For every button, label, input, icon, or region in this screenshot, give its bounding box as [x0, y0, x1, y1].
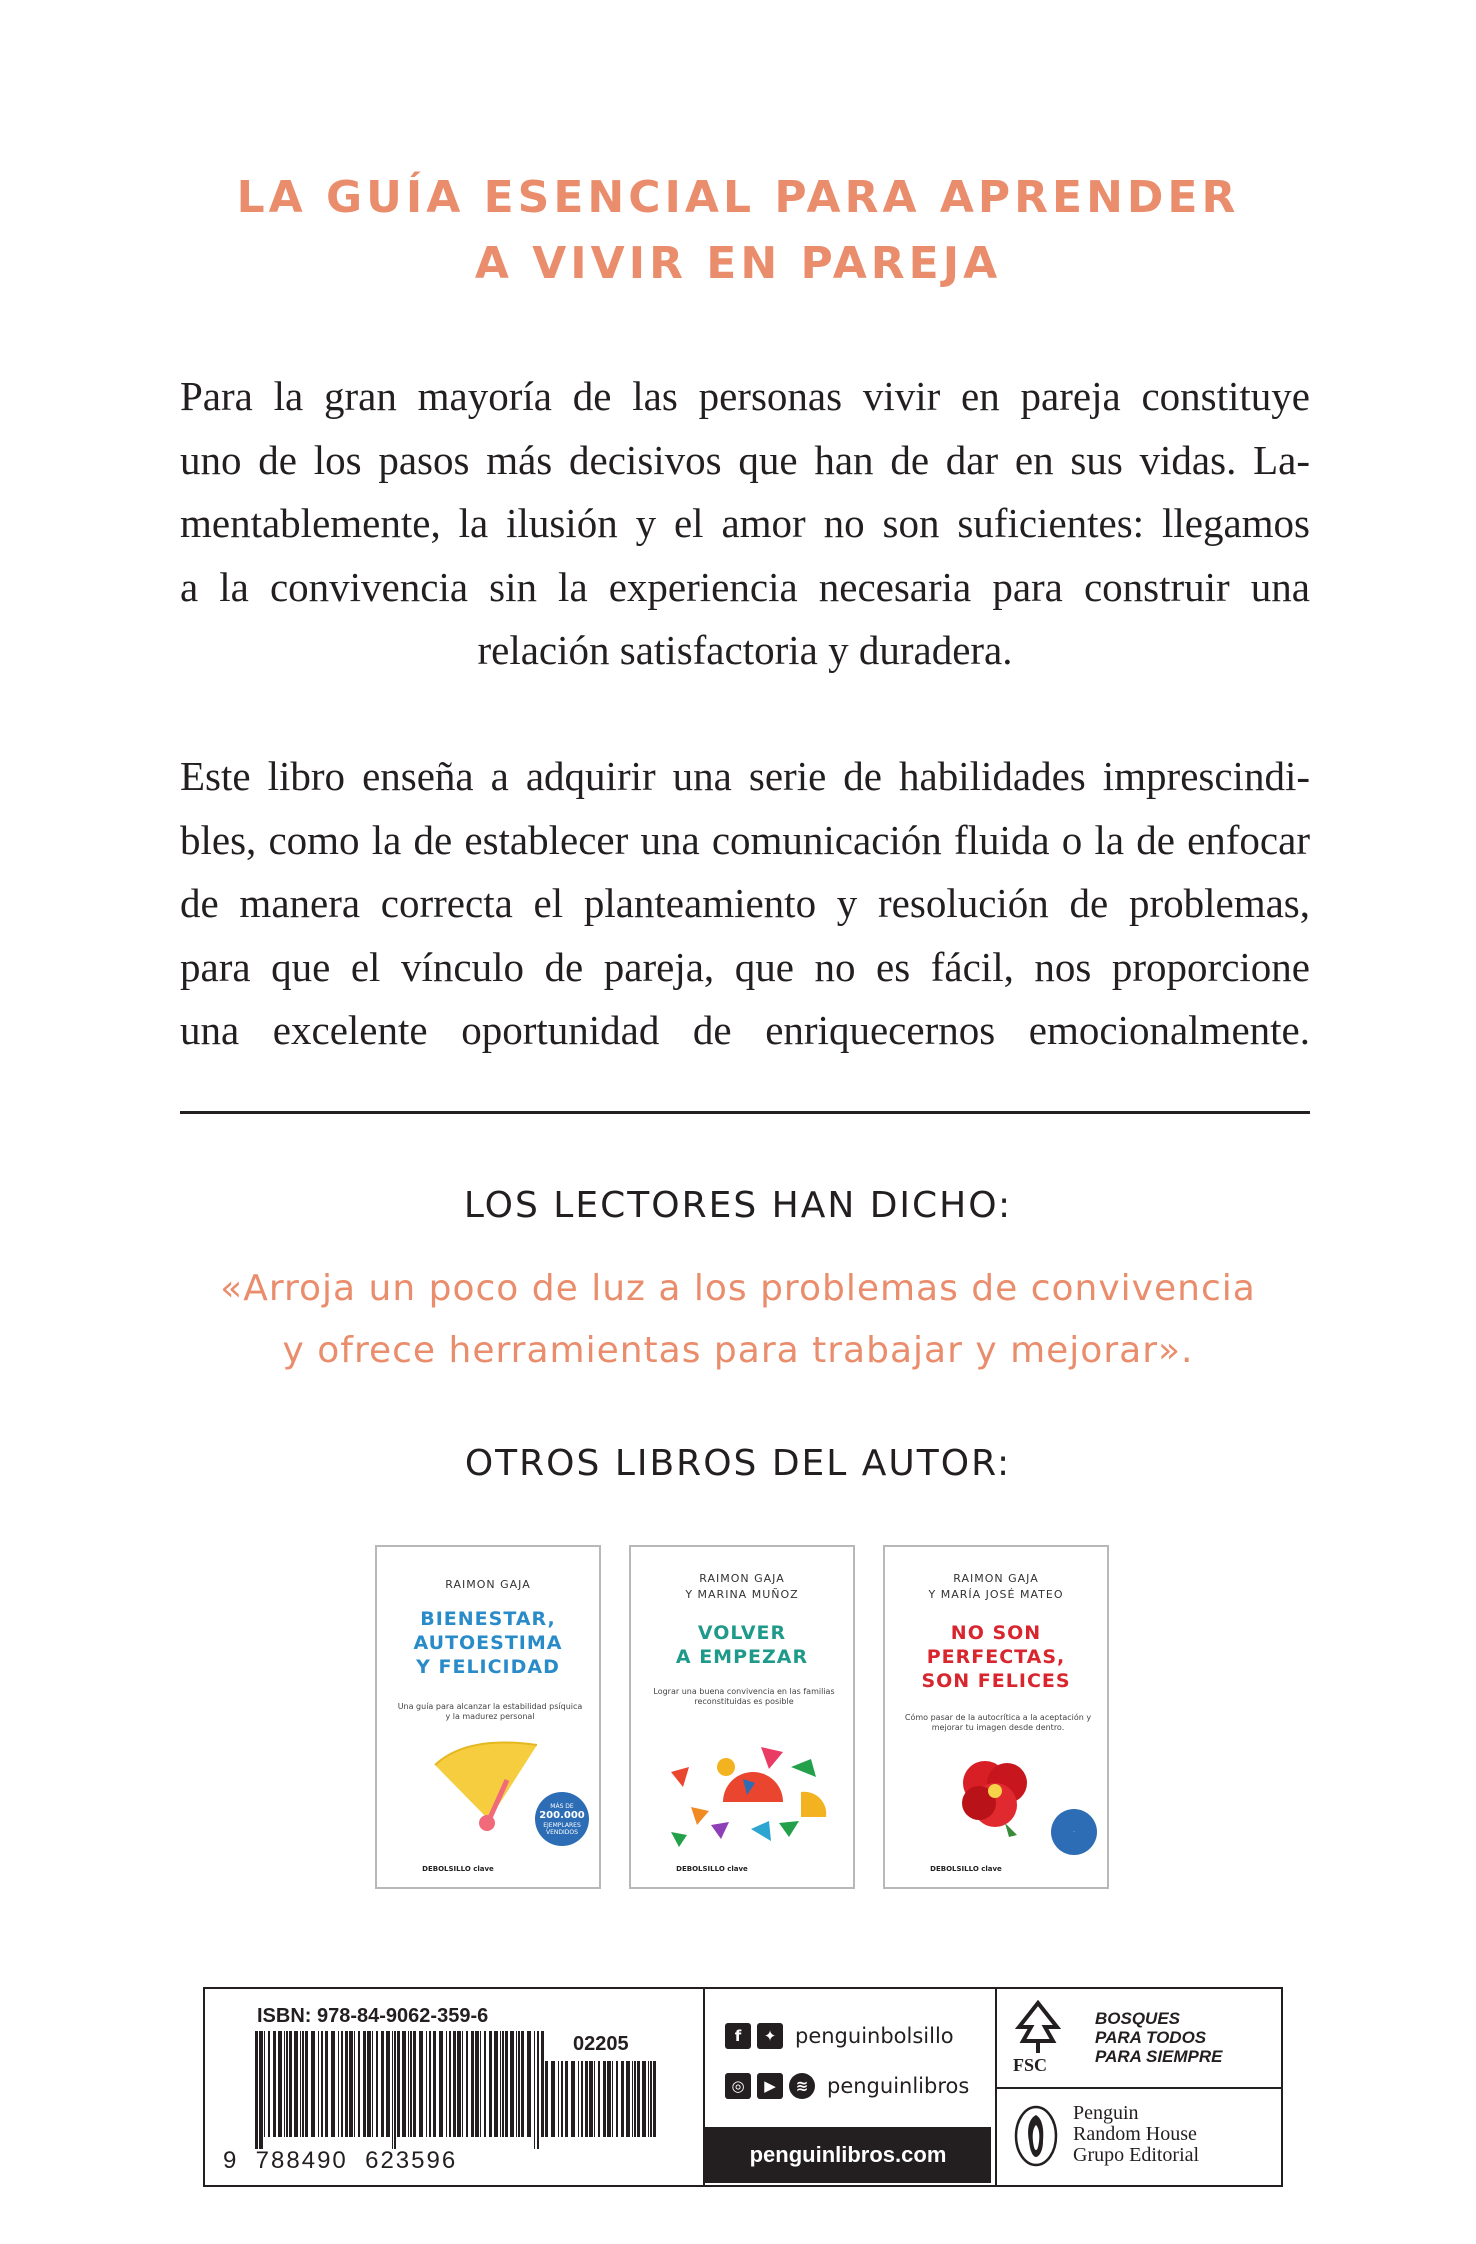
barcode-bar	[642, 2061, 646, 2137]
book-cover-bienestar	[375, 1545, 601, 1889]
barcode-bar	[305, 2031, 308, 2137]
youtube-icon[interactable]: ▶	[757, 2073, 783, 2099]
barcode-bar	[439, 2031, 443, 2137]
barcode-bar	[565, 2061, 568, 2137]
publisher-logo: DEBOLSILLO clave	[930, 1865, 1002, 1873]
barcode-bar	[294, 2031, 298, 2137]
readers-label: LOS LECTORES HAN DICHO:	[463, 1185, 1013, 1226]
barcode-bar	[345, 2031, 348, 2137]
social-section	[703, 1989, 997, 2185]
spotify-icon[interactable]: ≋	[789, 2073, 815, 2099]
barcode-bar	[571, 2061, 575, 2137]
social-handle-libros[interactable]: penguinlibros	[827, 2074, 970, 2098]
book-title-line: AUTOESTIMA	[413, 1632, 563, 1654]
colored-shapes-image	[651, 1717, 841, 1847]
facebook-icon[interactable]: f	[725, 2023, 751, 2049]
barcode-bar	[341, 2031, 343, 2137]
book-title	[631, 1621, 853, 1669]
fsc-slogan: BOSQUES PARA TODOS PARA SIEMPRE	[1095, 2009, 1223, 2066]
paragraph-line: mentablemente, la ilusión y el amor no son suficientes: llegamos	[180, 500, 1310, 546]
barcode-bar	[264, 2031, 265, 2137]
website-bar[interactable]	[705, 2127, 991, 2183]
barcode-bar	[386, 2031, 390, 2137]
barcode-bar	[494, 2031, 498, 2137]
divider	[180, 1111, 1310, 1114]
fsc-section	[995, 1989, 1281, 2089]
barcode-bar	[471, 2031, 474, 2137]
barcode-bar	[637, 2061, 640, 2137]
book-author: RAIMON GAJA Y MARÍA JOSÉ MATEO	[928, 1572, 1064, 1601]
barcode-bar	[502, 2031, 504, 2137]
paragraph-line: uno de los pasos más decisivos que han de dar en sus vidas. La-	[180, 436, 1310, 483]
headline-line-2: A VIVIR EN PAREJA	[474, 238, 1002, 289]
barcode-bar	[367, 2031, 371, 2137]
book-author: RAIMON GAJA	[445, 1578, 531, 1591]
paragraph-line: para que el vínculo de pareja, que no es fácil, nos proporcione	[180, 943, 1310, 990]
barcode-bar	[480, 2031, 481, 2137]
barcode-bar	[358, 2031, 360, 2137]
quote-line-1: «Arroja un poco de luz a los problemas de convivencia	[220, 1268, 1256, 1309]
barcode-bar	[372, 2031, 373, 2137]
description-paragraph-2	[180, 745, 1310, 1063]
barcode-bar	[286, 2031, 288, 2137]
barcode-bar	[410, 2031, 412, 2137]
paragraph-line: bles, como la de establecer una comunicación fluida o la de enfocar	[180, 816, 1310, 863]
price-code: 02205	[573, 2033, 629, 2055]
book-title-line: A EMPEZAR	[675, 1646, 809, 1668]
barcode-bar	[394, 2031, 396, 2149]
barcode-bar	[558, 2061, 559, 2137]
quote-line-2: y ofrece herramientas para trabajar y mejorar».	[282, 1330, 1194, 1371]
website-link[interactable]: penguinlibros.com	[749, 2142, 947, 2167]
fan-gauge-image	[427, 1725, 547, 1835]
fsc-mark: FSC	[1013, 2055, 1048, 2075]
barcode-bar	[653, 2061, 656, 2137]
headline	[0, 165, 1476, 297]
barcode-bar	[612, 2061, 613, 2137]
barcode-bar	[594, 2061, 595, 2137]
barcode-bar	[607, 2061, 611, 2137]
barcode-bar	[349, 2031, 353, 2137]
barcode-bar	[259, 2031, 263, 2149]
barcode-bar	[598, 2061, 600, 2137]
penguin-logo-icon	[1013, 2105, 1059, 2167]
book-title	[377, 1607, 599, 1679]
barcode-bar	[634, 2061, 636, 2137]
book-author: RAIMON GAJA Y MARINA MUÑOZ	[685, 1572, 799, 1601]
barcode-bar	[429, 2031, 431, 2137]
paragraph-line: de manera correcta el planteamiento y resolución de problemas,	[180, 880, 1310, 926]
barcode-bar	[505, 2031, 508, 2137]
social-row-2	[725, 2073, 969, 2099]
publisher-logo: DEBOLSILLO clave	[422, 1865, 494, 1873]
barcode-bar	[402, 2031, 406, 2137]
book-title-line: Y FELICIDAD	[416, 1656, 560, 1678]
book-cover-no-son-perfectas	[883, 1545, 1109, 1889]
barcode-bar	[433, 2031, 436, 2137]
barcode-bar	[408, 2031, 409, 2137]
barcode-bar	[302, 2031, 304, 2137]
barcode-bar	[510, 2031, 514, 2137]
barcode-bar	[376, 2031, 378, 2137]
isbn-text: ISBN: 978-84-9062-359-6	[257, 2005, 489, 2027]
barcode-bar	[589, 2061, 593, 2137]
book-title-line: SON FELICES	[921, 1670, 1071, 1692]
barcode-bar	[413, 2031, 416, 2137]
barcode-bar	[457, 2031, 461, 2137]
barcode-bar	[325, 2031, 328, 2137]
barcode-bar	[449, 2031, 451, 2137]
barcode-bar	[626, 2061, 630, 2137]
barcode-bar	[397, 2031, 400, 2137]
barcode-section	[205, 1989, 703, 2185]
barcode-bar	[311, 2031, 315, 2137]
paragraph-line: una excelente oportunidad de enriquecernos emocionalmente.	[180, 1007, 1310, 1053]
book-cover-volver-a-empezar	[629, 1545, 855, 1889]
back-cover-footer	[203, 1987, 1283, 2187]
barcode-bar	[551, 2061, 555, 2137]
barcode-bar	[545, 2061, 548, 2137]
barcode-bar	[453, 2031, 456, 2137]
barcode-bar	[648, 2061, 649, 2137]
barcode-bar	[537, 2031, 539, 2149]
prh-section	[995, 2089, 1281, 2185]
series-badge: ·	[1051, 1809, 1097, 1855]
instagram-icon[interactable]: ◎	[725, 2073, 751, 2099]
description-paragraph-1	[180, 365, 1310, 683]
sales-badge: MÁS DE 200.000 EJEMPLARES VENDIDOS	[535, 1792, 589, 1846]
barcode-bar	[621, 2061, 624, 2137]
barcode-bar	[518, 2031, 520, 2137]
barcode-bar	[484, 2031, 486, 2137]
barcode-addon	[545, 2061, 657, 2149]
barcode-bar	[419, 2031, 423, 2137]
paragraph-line: Este libro enseña a adquirir una serie de habilidades imprescindi-	[180, 753, 1310, 799]
barcode-bar	[255, 2031, 258, 2149]
barcode-bar	[632, 2061, 633, 2137]
barcode-bar	[289, 2031, 292, 2137]
barcode-bar	[426, 2031, 427, 2137]
social-row-1	[725, 2023, 954, 2049]
barcode-bar	[616, 2061, 618, 2137]
barcode-bar	[489, 2031, 492, 2137]
barcode-bar	[500, 2031, 501, 2137]
paragraph-line: relación satisfactoria y duradera.	[477, 627, 1013, 673]
fsc-tree-icon	[1013, 1999, 1063, 2055]
prh-wordmark: Penguin Random House Grupo Editorial	[1073, 2102, 1200, 2166]
barcode-bar	[268, 2031, 270, 2137]
barcode-bar	[273, 2031, 276, 2137]
book-title-line: NO SON	[950, 1622, 1042, 1644]
barcode-bar	[466, 2031, 468, 2137]
barcode-bar	[534, 2031, 535, 2149]
book-subtitle: Lograr una buena convivencia en las familias reconstituidas es posible	[653, 1687, 835, 1706]
barcode-bar	[527, 2031, 531, 2137]
red-flower-image	[945, 1743, 1045, 1843]
barcode-main	[255, 2031, 545, 2149]
barcode-bar	[516, 2031, 517, 2137]
barcode-bar	[446, 2031, 447, 2137]
barcode-bar	[354, 2031, 355, 2137]
barcode-digits: 9 788490 623596	[223, 2147, 458, 2174]
barcode-bar	[521, 2031, 524, 2137]
barcode-bar	[363, 2031, 366, 2137]
barcode-bar	[300, 2031, 301, 2137]
book-subtitle: Una guía para alcanzar la estabilidad psíquica y la madurez personal	[397, 1702, 583, 1721]
paragraph-line: Para la gran mayoría de las personas vivir en pareja constituye	[180, 373, 1310, 419]
barcode-bar	[331, 2031, 335, 2137]
barcode-bar	[475, 2031, 479, 2137]
barcode-bar	[321, 2031, 323, 2137]
barcode-bar	[381, 2031, 384, 2137]
book-subtitle: Cómo pasar de la autocrítica a la aceptación y mejorar tu imagen desde dentro.	[904, 1713, 1092, 1732]
headline-line-1: LA GUÍA ESENCIAL PARA APRENDER	[236, 172, 1240, 223]
barcode-bar	[541, 2031, 544, 2137]
barcode-bar	[578, 2061, 579, 2137]
barcode-bar	[603, 2061, 606, 2137]
book-title-line: PERFECTAS,	[926, 1646, 1066, 1668]
barcode-bar	[581, 2061, 583, 2137]
book-title-line: VOLVER	[697, 1622, 787, 1644]
barcode-bar	[585, 2061, 588, 2137]
twitter-icon[interactable]: ✦	[757, 2023, 783, 2049]
book-title-line: BIENESTAR,	[420, 1608, 556, 1630]
social-handle-bolsillo[interactable]: penguinbolsillo	[795, 2024, 954, 2048]
barcode-bar	[318, 2031, 319, 2137]
reader-quote	[0, 1258, 1476, 1382]
barcode-bar	[561, 2061, 563, 2137]
book-title	[885, 1621, 1107, 1693]
barcode-bar	[278, 2031, 282, 2137]
barcode-bar	[284, 2031, 285, 2137]
other-books-label: OTROS LIBROS DEL AUTOR:	[464, 1443, 1012, 1484]
barcode-bar	[338, 2031, 339, 2137]
barcode-bar	[650, 2061, 652, 2137]
paragraph-line: a la convivencia sin la experiencia necesaria para construir una	[180, 563, 1310, 610]
publisher-logo: DEBOLSILLO clave	[676, 1865, 748, 1873]
barcode-bar	[462, 2031, 463, 2137]
barcode-bar	[392, 2031, 393, 2149]
